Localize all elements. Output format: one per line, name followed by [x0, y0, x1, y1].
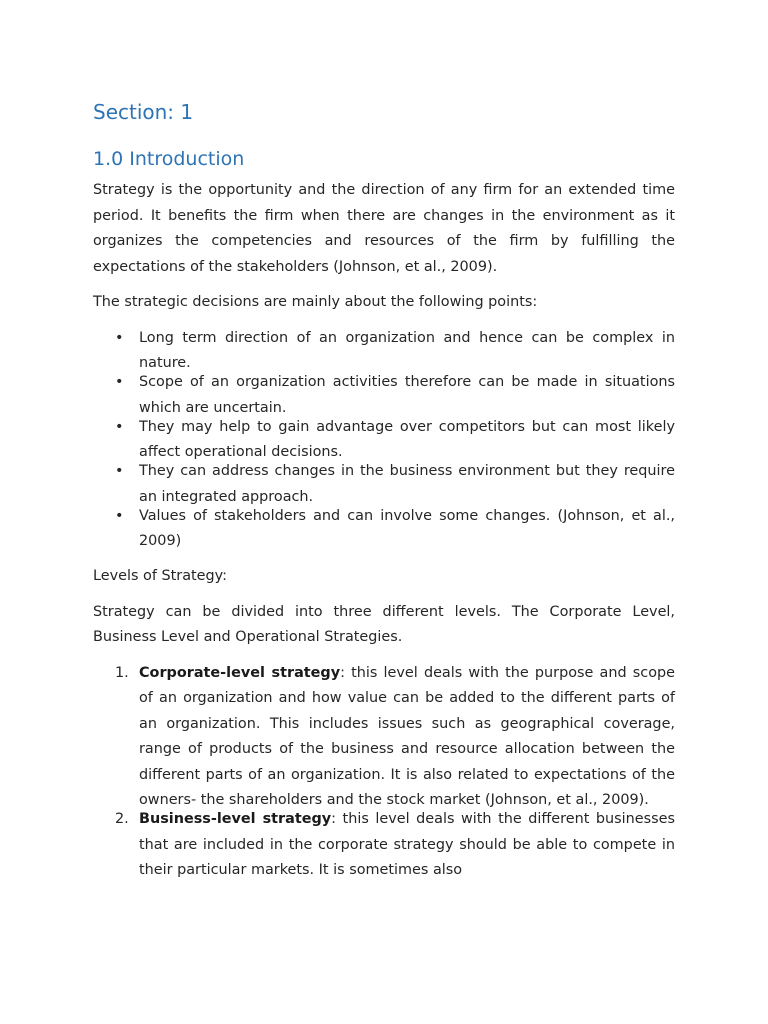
list-item-text: Long term direction of an organization and hence can be complex in nature. — [139, 329, 675, 371]
section-title: Section: 1 — [93, 100, 194, 124]
bullet-icon: • — [115, 374, 124, 390]
levels-label: Levels of Strategy: — [93, 568, 227, 584]
bullet-icon: • — [115, 507, 124, 524]
list-item-term: Corporate-level strategy — [139, 664, 341, 681]
list-item-text: Scope of an organization activities therefore can be made in situations which are uncertain. — [139, 374, 675, 416]
bullet-icon: • — [115, 329, 124, 346]
list-item-text: : this level deals with the purpose and scope of an organization and how value can be added to the different parts of an organization. This includes issues such as geographical coverage, range of products of the business and resource allocation between the different parts of an organization. It is also related to expectations of the owners- the shareholders and the stock market (Johnson, et al., 2009). — [139, 664, 675, 808]
list-item-text: Values of stakeholders and can involve some changes. (Johnson, et al., 2009) — [139, 507, 675, 549]
document-page — [93, 96, 675, 877]
list-item — [93, 370, 675, 421]
list-number: 2. — [115, 811, 129, 827]
strategic-decisions-list — [93, 326, 675, 555]
introduction-heading: 1.0 Introduction — [93, 148, 245, 170]
list-item — [93, 504, 675, 555]
levels-intro-paragraph: Strategy can be divided into three different levels. The Corporate Level, Business Level and Operational Strategies. — [93, 603, 675, 645]
list-number: 1. — [115, 664, 129, 681]
strategy-levels-list — [93, 661, 675, 884]
list-item — [93, 459, 675, 510]
list-item-text: They may help to gain advantage over competitors but can most likely affect operational decisions. — [139, 418, 675, 460]
list-item — [93, 807, 675, 884]
intro-paragraph: Strategy is the opportunity and the direction of any firm for an extended time period. It benefits the firm when there are changes in the environment as it organizes the competencies and resources of the firm by fulfilling the expectations of the stakeholders (Johnson, et al., 2009). — [93, 182, 675, 275]
list-item — [93, 326, 675, 377]
list-item — [93, 415, 675, 466]
list-item-text: : this level deals with the different businesses that are included in the corporate strategy should be able to compete in their particular markets. It is sometimes also — [139, 811, 675, 878]
list-item-text: They can address changes in the business environment but they require an integrated approach. — [139, 463, 675, 505]
bullet-icon: • — [115, 418, 124, 435]
decisions-lead-paragraph: The strategic decisions are mainly about the following points: — [93, 294, 538, 310]
list-item-term: Business-level strategy — [139, 811, 332, 827]
bullet-icon: • — [115, 463, 124, 479]
list-item — [93, 661, 675, 814]
